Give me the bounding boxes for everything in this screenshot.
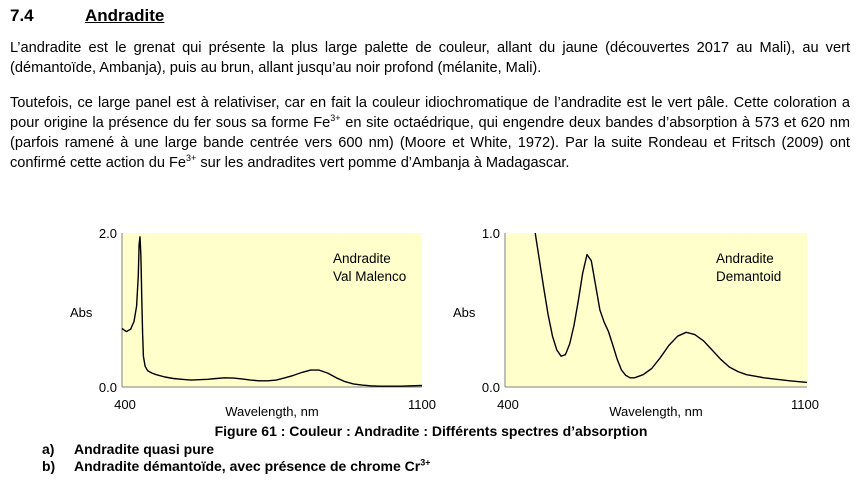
x-tick-left: 400 <box>114 397 136 412</box>
paragraph-2 <box>10 93 850 173</box>
superscript-charge: 3+ <box>330 113 341 124</box>
spectrum-chart-b <box>450 213 830 428</box>
caption-item-text: Andradite quasi pure <box>74 441 215 457</box>
caption-item-label: a) <box>42 441 55 457</box>
x-tick-right: 1100 <box>791 397 819 412</box>
spectrum-chart-b-svg <box>450 213 830 423</box>
sample-label-line2: Demantoid <box>716 269 782 284</box>
x-axis-label: Wavelength, nm <box>225 404 319 419</box>
section-title: Andradite <box>85 6 165 25</box>
x-tick-left: 400 <box>497 397 519 412</box>
spectrum-chart-a <box>65 213 445 428</box>
superscript-charge: 3+ <box>186 153 197 164</box>
sample-label-line2: Val Malenco <box>333 269 407 284</box>
paragraph-2-part-c: sur les andradites vert pomme d’Ambanja à Madagascar. <box>196 155 570 171</box>
caption-item-a <box>42 441 214 457</box>
y-axis-label: Abs <box>453 305 476 320</box>
caption-item-label: b) <box>42 458 56 474</box>
y-tick-bottom: 0.0 <box>98 380 117 395</box>
y-tick-bottom: 0.0 <box>481 380 500 395</box>
paragraph-1: L’andradite est le grenat qui présente la plus large palette de couleur, allant du jaune (découvertes 2017 au Mali), au vert (démantoïde, Ambanja), puis au brun, allant jusqu’au noir profond (mélanite, Mali). <box>10 40 850 76</box>
y-axis-label: Abs <box>70 305 93 320</box>
section-number: 7.4 <box>10 6 34 25</box>
figure-caption: Figure 61 : Couleur : Andradite : Différents spectres d’absorption <box>214 423 648 439</box>
paragraph-2-part-b: en site octaédrique, qui engendre deux bandes d’absorption à 573 et 620 nm (parfois ramené à une large bande centrée vers 600 nm) (Moore et White, 1972). Par la suite Rondeau et Fritsch (2009) ont confirmé cette action du Fe <box>10 115 850 171</box>
sample-label-line1: Andradite <box>333 251 391 266</box>
caption-item-b <box>42 458 431 474</box>
x-axis-label: Wavelength, nm <box>609 404 703 419</box>
sample-label-line1: Andradite <box>716 251 774 266</box>
x-tick-right: 1100 <box>408 397 436 412</box>
y-tick-top: 1.0 <box>481 226 500 241</box>
caption-item-text: Andradite démantoïde, avec présence de chrome Cr <box>74 458 421 474</box>
paragraph-2-part-a: Toutefois, ce large panel est à relativiser, car en fait la couleur idiochromatique de l’andradite est le vert pâle. Cette coloration a pour origine la présence du fer sous sa forme Fe <box>10 95 850 131</box>
y-tick-top: 2.0 <box>98 226 117 241</box>
section-heading <box>10 6 164 26</box>
superscript-charge: 3+ <box>420 457 431 468</box>
spectrum-chart-a-svg <box>65 213 445 423</box>
